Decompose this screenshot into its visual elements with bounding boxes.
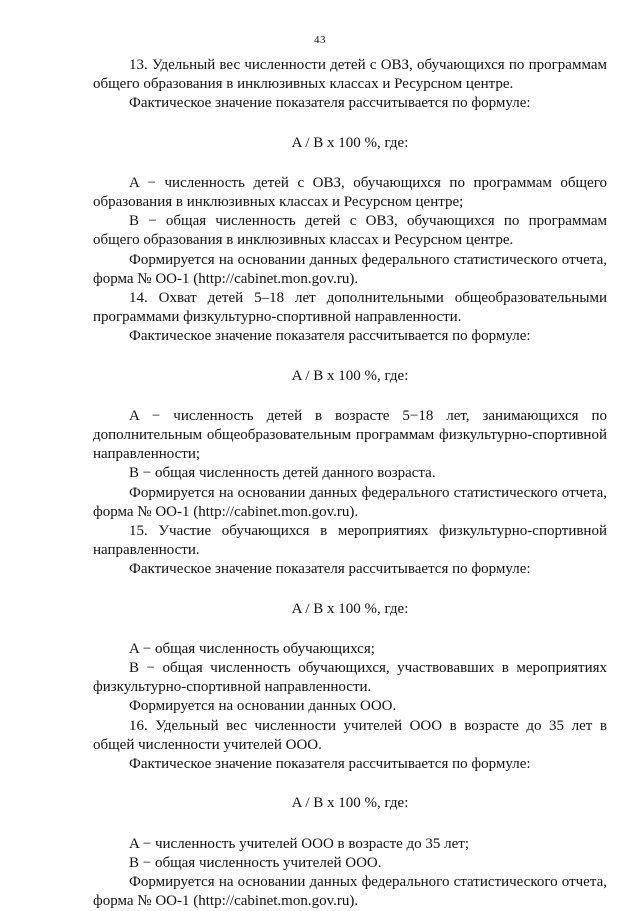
indicator-13-formula: A / B x 100 %, где: [291, 134, 409, 151]
indicator-14-definition-a: A − численность детей в возрасте 5−18 лет, занимающихся по дополнительным общеобразовательным программам физкультурно-спортивной направленности; [93, 407, 607, 463]
indicator-13-formula-intro: Фактическое значение показателя рассчитывается по формуле: [129, 95, 531, 112]
indicator-16-formula-intro: Фактическое значение показателя рассчитывается по формуле: [129, 756, 531, 773]
indicator-15-title: 15. Участие обучающихся в мероприятиях физкультурно-спортивной направленности. [93, 523, 607, 559]
indicator-13-definition-a: A − численность детей с ОВЗ, обучающихся по программам общего образования в инклюзивных классах и Ресурсном центре; [93, 174, 607, 211]
indicator-13-source: Формируется на основании данных федерального статистического отчета, форма № ОО-1 (http://cabinet.mon.gov.ru). [93, 251, 607, 287]
indicator-15-formula: A / B x 100 %, где: [291, 600, 409, 617]
indicator-15-formula-intro: Фактическое значение показателя рассчитывается по формуле: [129, 561, 531, 578]
page-number: 43 [314, 34, 326, 46]
indicator-14-definition-b: B − общая численность детей данного возраста. [129, 465, 436, 482]
indicator-15-source: Формируется на основании данных ООО. [129, 698, 397, 715]
indicator-15-definition-a: A − общая численность обучающихся; [129, 640, 375, 657]
indicator-13-definition-b: B − общая численность детей с ОВЗ, обучающихся по программам общего образования в инклюзивных классах и Ресурсном центре. [93, 213, 607, 249]
indicator-14-source: Формируется на основании данных федерального статистического отчета, форма № ОО-1 (http://cabinet.mon.gov.ru). [93, 484, 607, 520]
indicator-15-definition-b: B − общая численность обучающихся, участвовавших в мероприятиях физкультурно-спортивной направленности. [93, 660, 607, 696]
indicator-14-formula-intro: Фактическое значение показателя рассчитывается по формуле: [129, 328, 531, 345]
document-body [93, 56, 607, 911]
indicator-16-definition-b: B − общая численность учителей ООО. [129, 854, 382, 871]
indicator-16-title: 16. Удельный вес численности учителей ООО в возрасте до 35 лет в общей численности учителей ООО. [93, 717, 607, 753]
indicator-16-definition-a: A − численность учителей ООО в возрасте до 35 лет; [129, 835, 470, 852]
indicator-16-source: Формируется на основании данных федерального статистического отчета, форма № ОО-1 (http://cabinet.mon.gov.ru). [93, 873, 607, 910]
indicator-14-title: 14. Охват детей 5–18 лет дополнительными общеобразовательными программами физкультурно-спортивной направленности. [93, 290, 607, 326]
indicator-14-formula: A / B x 100 %, где: [291, 367, 409, 384]
indicator-13-title: 13. Удельный вес численности детей с ОВЗ, обучающихся по программам общего образования в инклюзивных классах и Ресурсном центре. [93, 57, 607, 93]
indicator-16-formula: A / B x 100 %, где: [291, 795, 409, 812]
